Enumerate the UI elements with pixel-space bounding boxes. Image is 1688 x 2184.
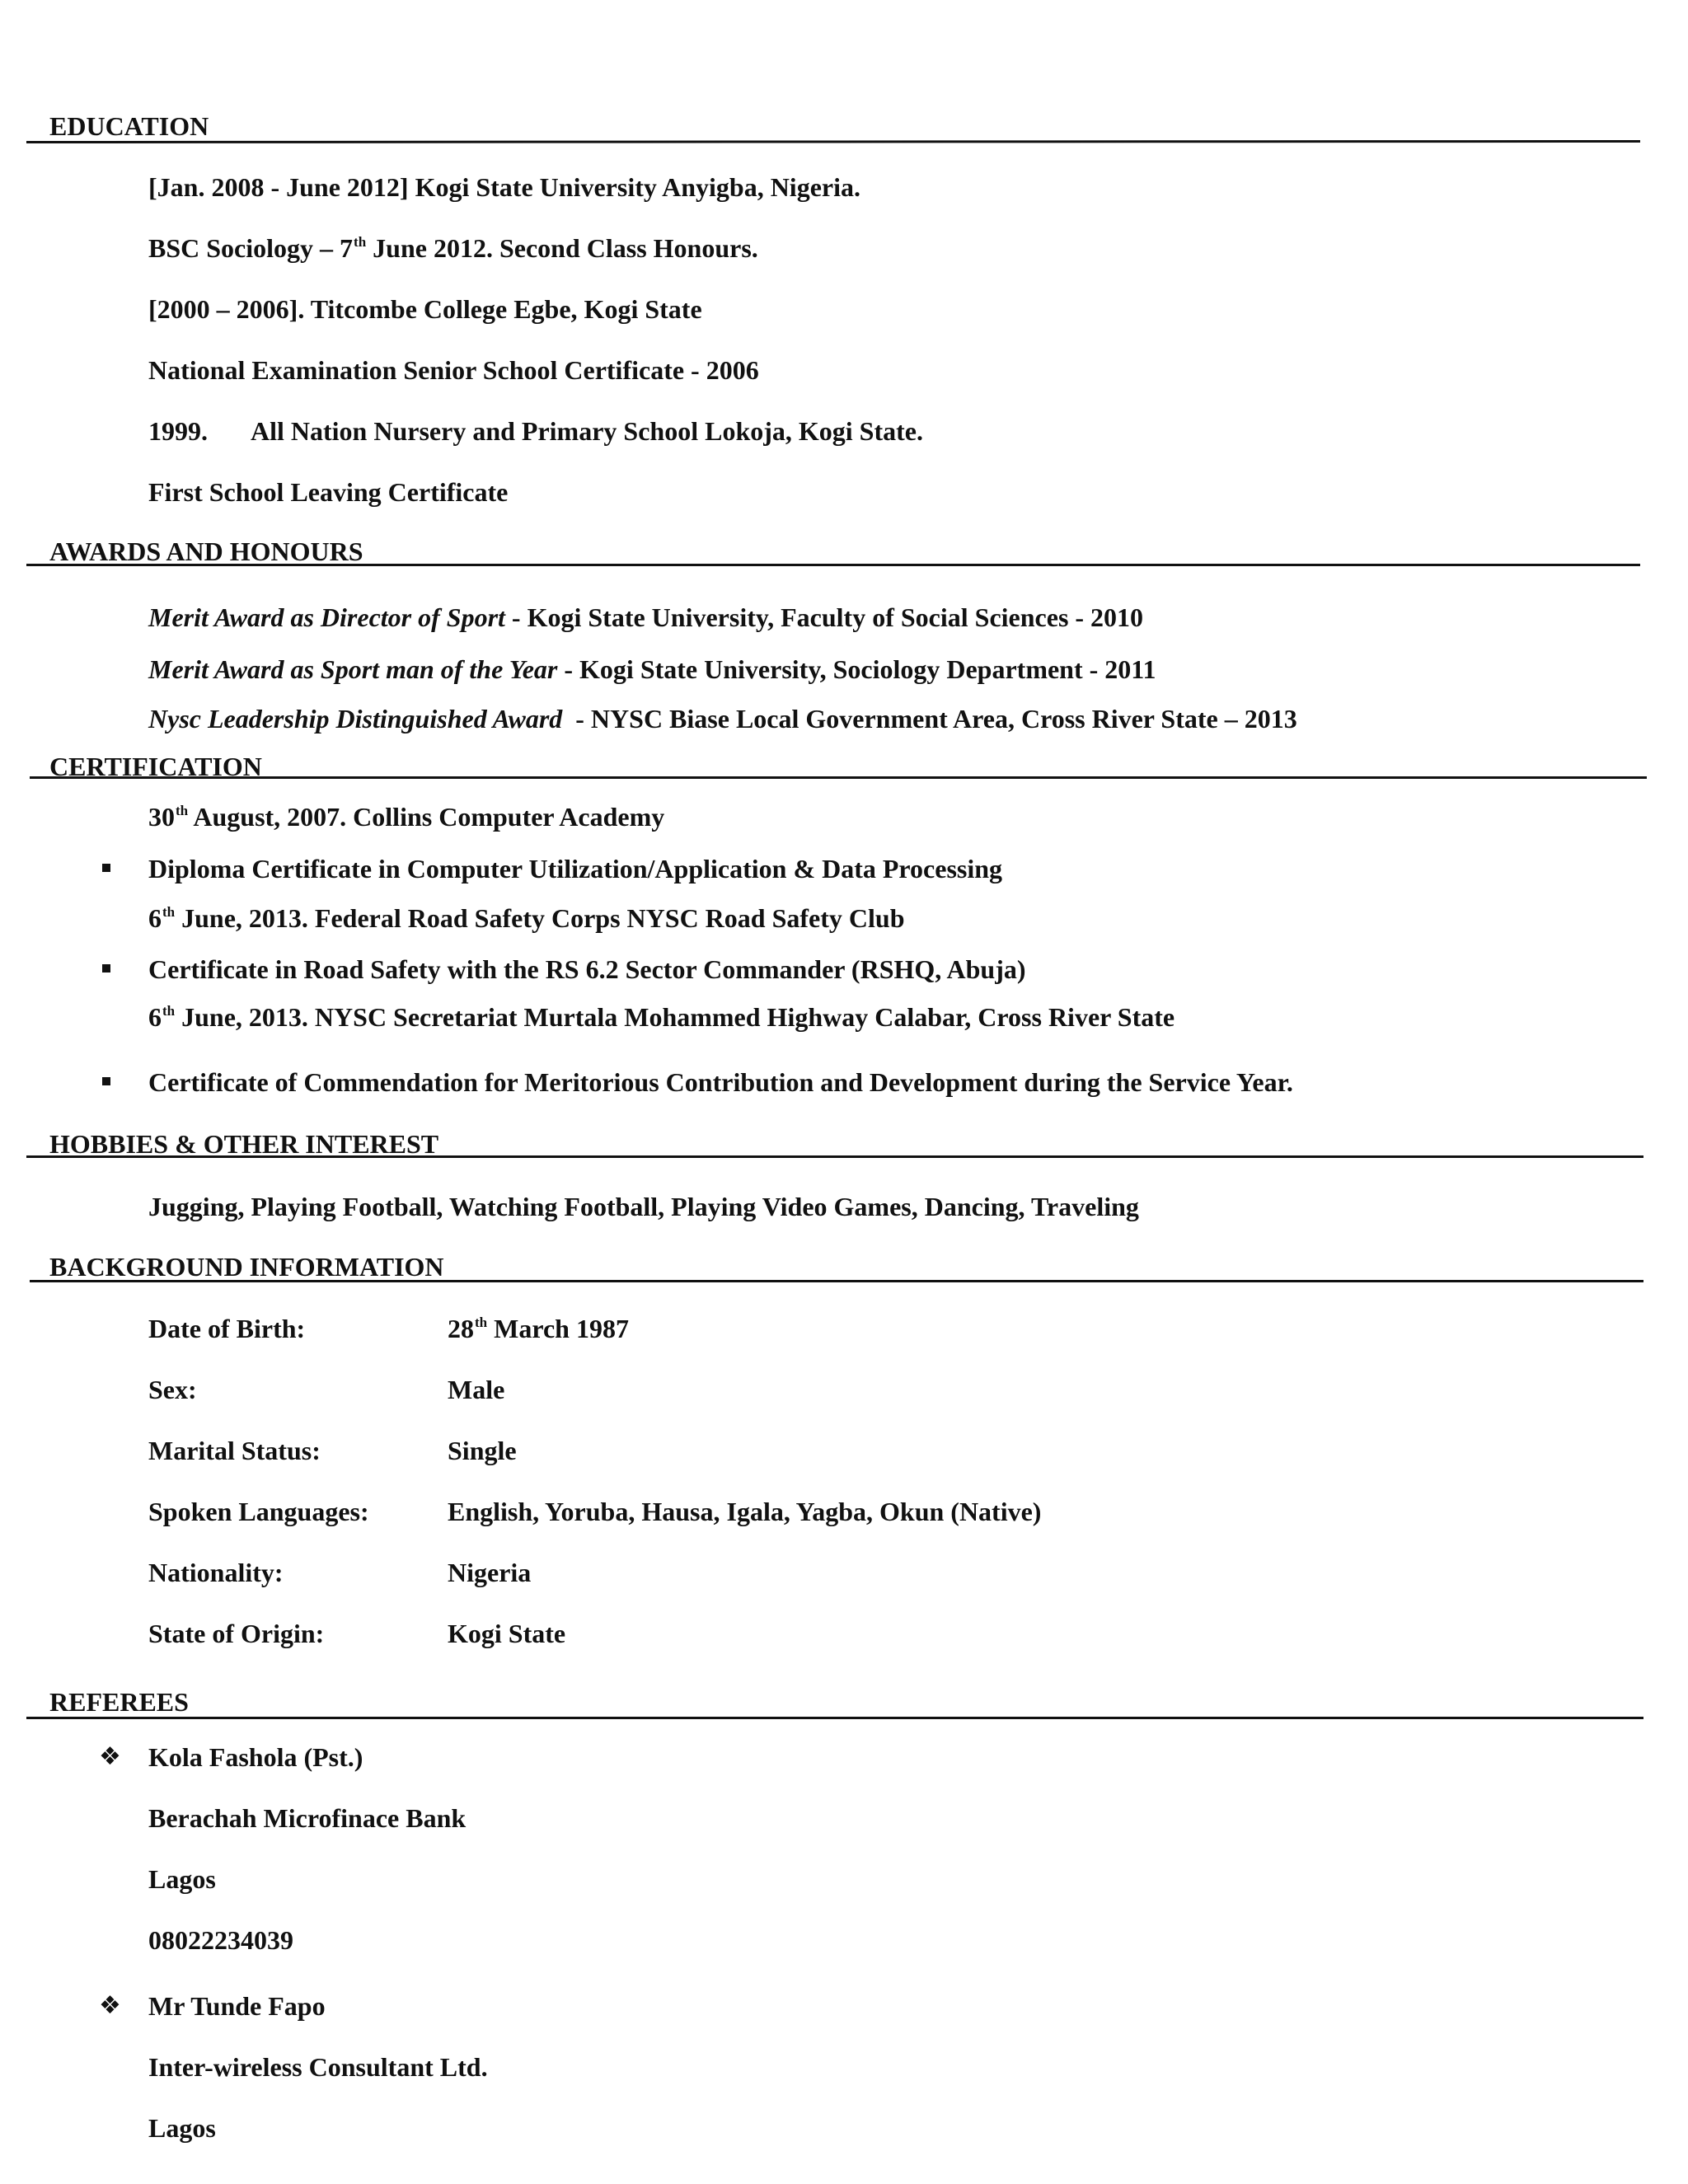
hobbies-text: Jugging, Playing Football, Watching Football, Playing Video Games, Dancing, Traveling	[148, 1192, 1139, 1221]
background-label: Spoken Languages:	[148, 1497, 369, 1526]
education-line: BSC Sociology – 7th June 2012. Second Class Honours.	[148, 233, 758, 263]
section-divider	[30, 776, 1647, 779]
background-label: State of Origin:	[148, 1619, 325, 1648]
certification-date-line: 6th June, 2013. NYSC Secretariat Murtala Mohammed Highway Calabar, Cross River State	[148, 1002, 1175, 1032]
referee-city: Lagos	[148, 2113, 216, 2143]
background-value: Kogi State	[448, 1619, 566, 1648]
background-value: English, Yoruba, Hausa, Igala, Yagba, Okun (Native)	[448, 1497, 1042, 1526]
background-label: Nationality:	[148, 1558, 284, 1587]
background-label: Date of Birth:	[148, 1314, 306, 1343]
bullet-square-icon	[102, 964, 110, 972]
background-label: Sex:	[148, 1375, 197, 1404]
section-heading-hobbies: HOBBIES & OTHER INTEREST	[49, 1129, 439, 1159]
section-heading-background: BACKGROUND INFORMATION	[49, 1252, 444, 1282]
education-line: [2000 – 2006]. Titcombe College Egbe, Kogi State	[148, 294, 702, 324]
certification-bullet: Certificate of Commendation for Meritorious Contribution and Development during the Service Year.	[148, 1067, 1293, 1097]
section-heading-awards: AWARDS AND HONOURS	[49, 537, 363, 566]
certification-bullet: Diploma Certificate in Computer Utilization/Application & Data Processing	[148, 854, 1003, 883]
section-divider	[26, 1155, 1643, 1158]
background-label: Marital Status:	[148, 1436, 321, 1465]
award-item: Merit Award as Sport man of the Year - Kogi State University, Sociology Department - 2011	[148, 654, 1156, 684]
bullet-square-icon	[102, 864, 110, 872]
referee-city: Lagos	[148, 1864, 216, 1894]
section-divider	[26, 140, 1640, 143]
certification-date-line: 6th June, 2013. Federal Road Safety Corps NYSC Road Safety Club	[148, 903, 905, 933]
section-divider	[26, 1717, 1643, 1719]
section-heading-referees: REFEREES	[49, 1687, 189, 1717]
section-divider	[30, 1280, 1643, 1282]
award-item: Nysc Leadership Distinguished Award - NYSC Biase Local Government Area, Cross River State – 2013	[148, 704, 1297, 733]
referee-name: Mr Tunde Fapo	[148, 1991, 326, 2021]
background-value: Male	[448, 1375, 505, 1404]
referee-organization: Inter-wireless Consultant Ltd.	[148, 2052, 488, 2082]
bullet-diamond-icon: ❖	[99, 1742, 121, 1771]
certification-date-line: 30th August, 2007. Collins Computer Academy	[148, 802, 665, 832]
background-value: 28th March 1987	[448, 1314, 629, 1343]
education-line: 1999. All Nation Nursery and Primary School Lokoja, Kogi State.	[148, 416, 923, 446]
education-line: First School Leaving Certificate	[148, 477, 509, 507]
background-value: Nigeria	[448, 1558, 532, 1587]
education-line: [Jan. 2008 - June 2012] Kogi State University Anyigba, Nigeria.	[148, 172, 860, 202]
referee-phone: 08022234039	[148, 1925, 293, 1955]
referee-name: Kola Fashola (Pst.)	[148, 1742, 363, 1772]
bullet-diamond-icon: ❖	[99, 1991, 121, 2020]
section-heading-certification: CERTIFICATION	[49, 752, 262, 781]
bullet-square-icon	[102, 1077, 110, 1085]
section-heading-education: EDUCATION	[49, 111, 209, 141]
referee-organization: Berachah Microfinace Bank	[148, 1803, 467, 1833]
certification-bullet: Certificate in Road Safety with the RS 6.2 Sector Commander (RSHQ, Abuja)	[148, 954, 1026, 984]
award-item: Merit Award as Director of Sport - Kogi State University, Faculty of Social Sciences - 2010	[148, 602, 1144, 632]
education-line: National Examination Senior School Certificate - 2006	[148, 355, 759, 385]
section-divider	[26, 564, 1640, 566]
background-value: Single	[448, 1436, 517, 1465]
